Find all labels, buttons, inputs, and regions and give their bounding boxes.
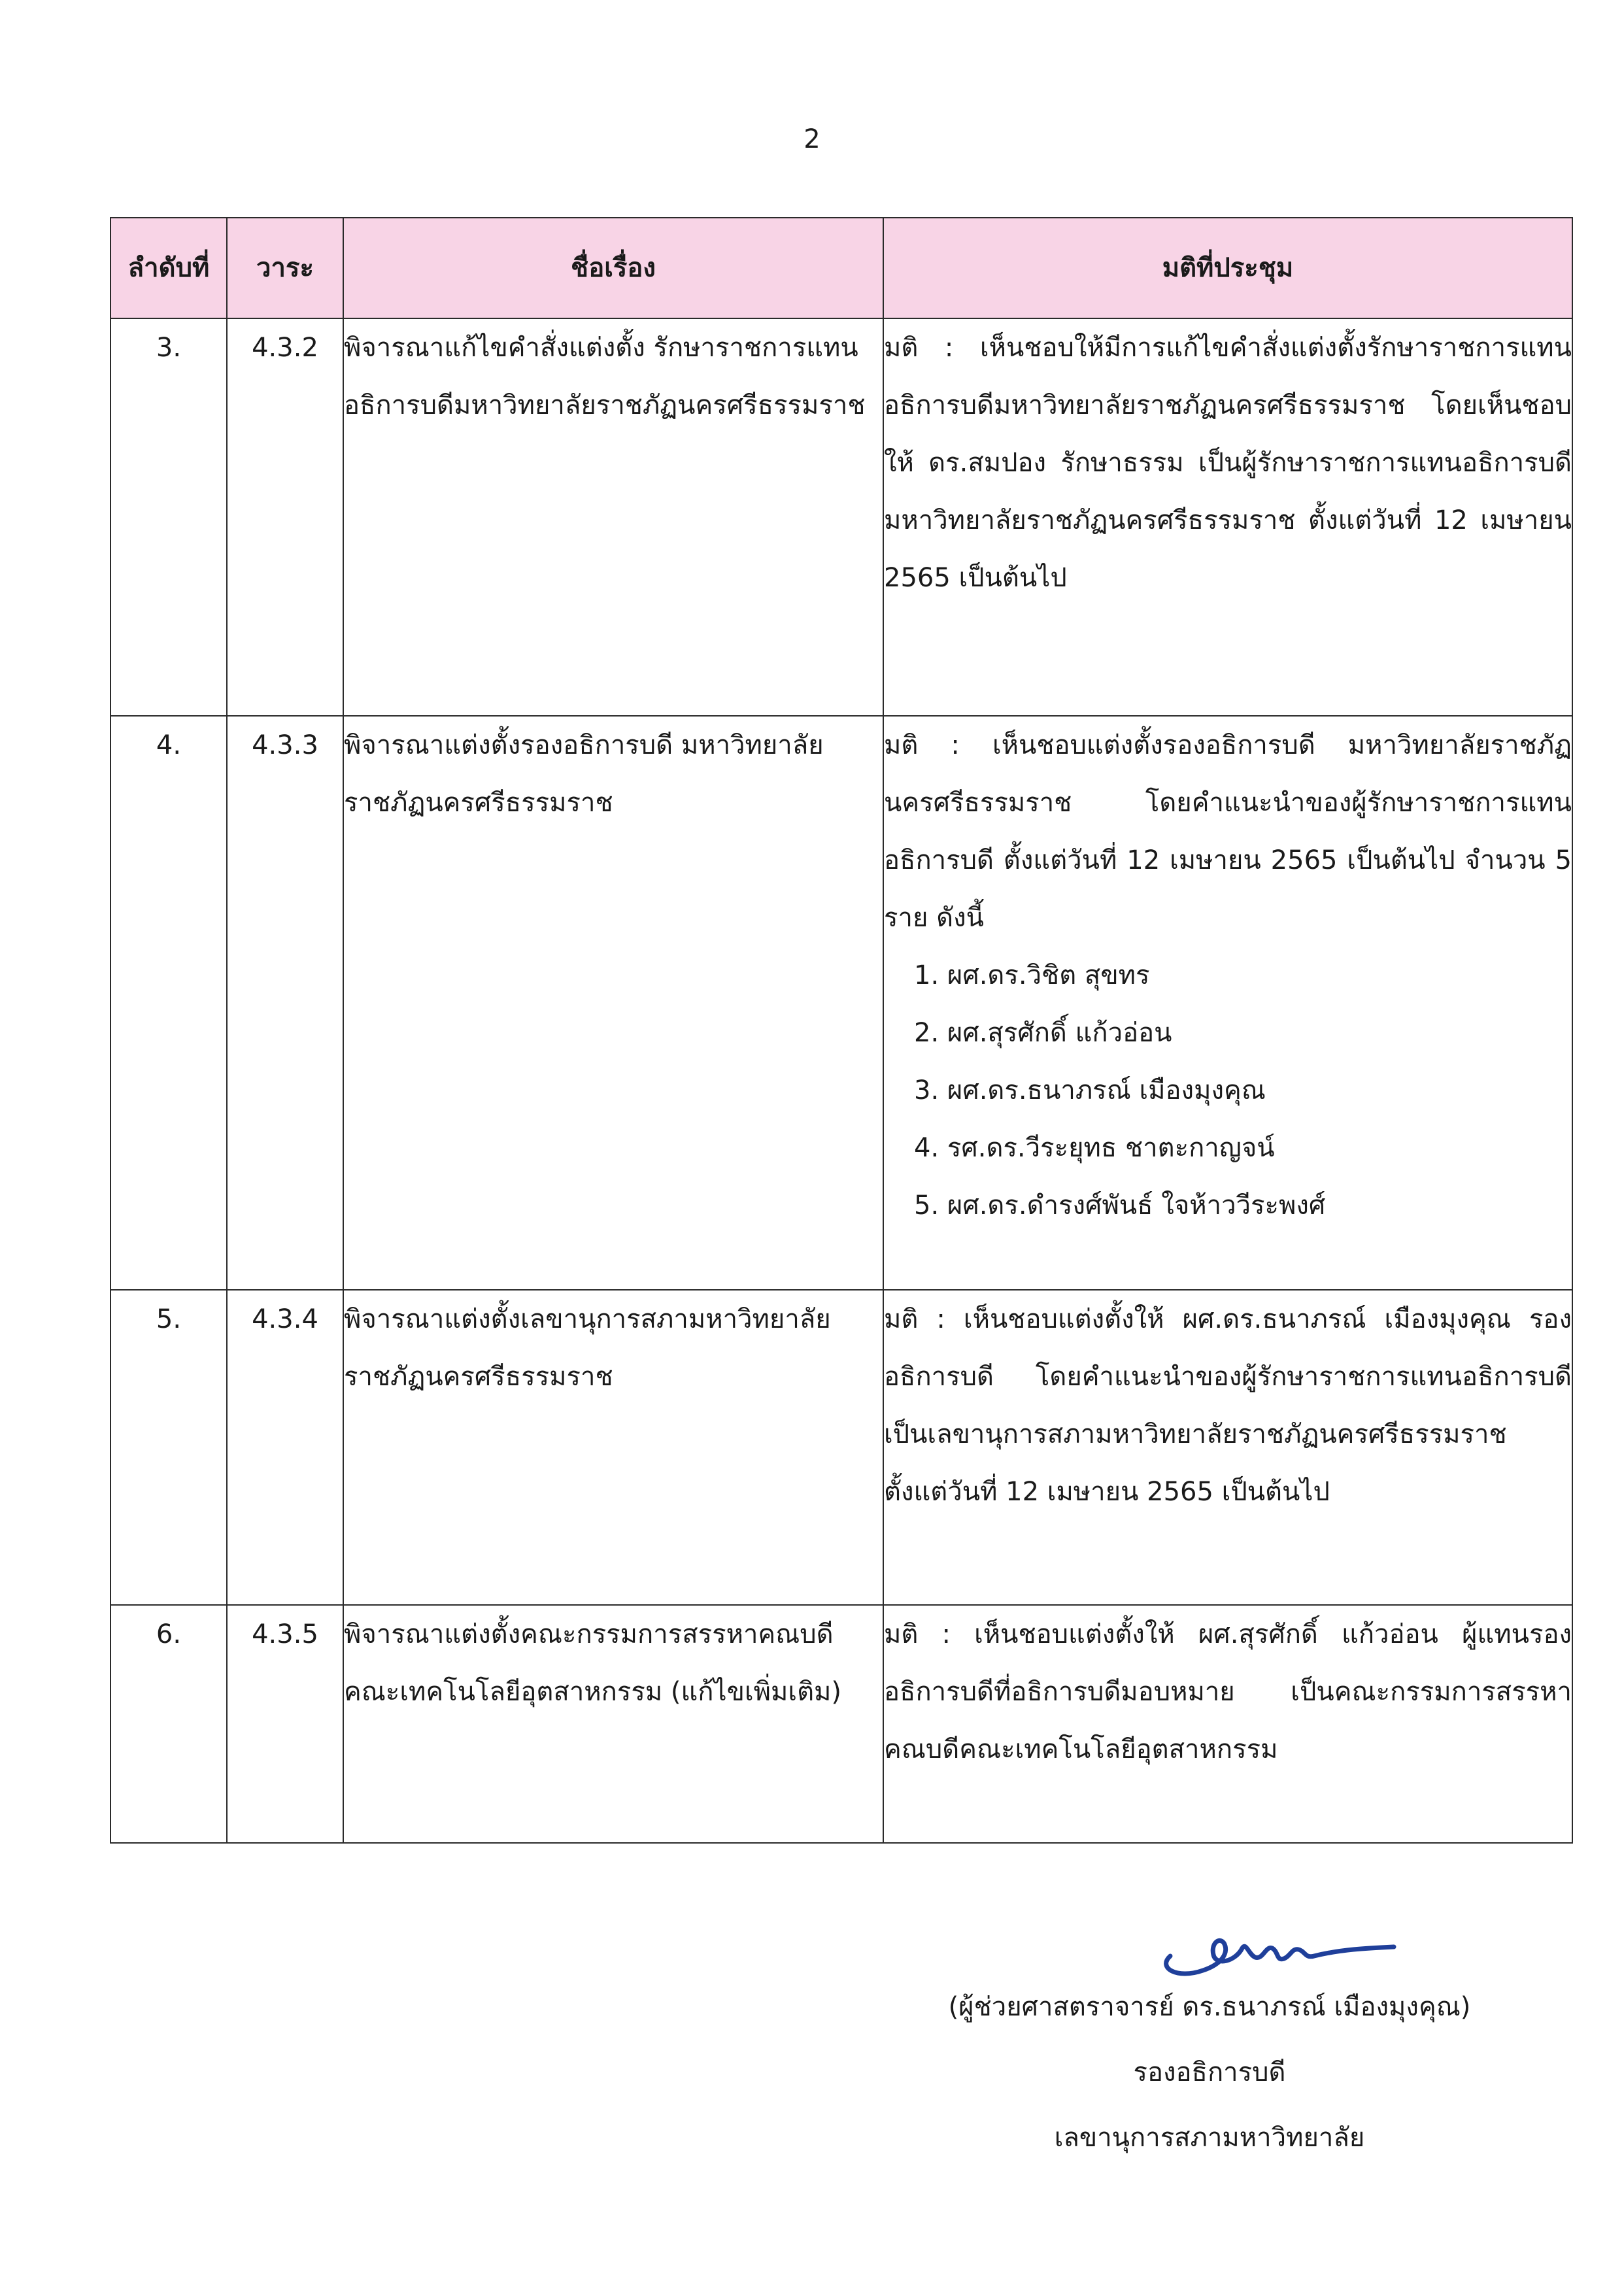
appointee-item: 2. ผศ.สุรศักดิ์ แก้วอ่อน bbox=[914, 1018, 1172, 1048]
row-no: 6. bbox=[110, 1605, 227, 1843]
signatory-position: เลขานุการสภามหาวิทยาลัย bbox=[1054, 2123, 1365, 2153]
row-subject: พิจารณาแต่งตั้งคณะกรรมการสรรหาคณบดีคณะเทคโนโลยีอุตสาหกรรม (แก้ไขเพิ่มเติม) bbox=[343, 1605, 883, 1843]
header-agenda: วาระ bbox=[227, 218, 343, 318]
signature-stroke bbox=[1166, 1940, 1394, 1974]
page-number: 2 bbox=[804, 124, 820, 154]
row-resolution bbox=[883, 1290, 1572, 1605]
row-no: 4. bbox=[110, 716, 227, 1290]
table-row bbox=[110, 1290, 1572, 1605]
header-no: ลำดับที่ bbox=[110, 218, 227, 318]
row-agenda: 4.3.5 bbox=[227, 1605, 343, 1843]
row-resolution bbox=[883, 716, 1572, 1290]
minutes-table bbox=[110, 217, 1573, 1844]
row-agenda: 4.3.2 bbox=[227, 318, 343, 716]
resolution-text: มติ : เห็นชอบแต่งตั้งรองอธิการบดี มหาวิทยาลัยราชภัฏนครศรีธรรมราช โดยคำแนะนำของผู้รักษาราชการแทนอธิการบดี ตั้งแต่วันที่ 12 เมษายน 2565 เป็นต้นไป จำนวน 5 ราย ดังนี้ bbox=[884, 730, 1572, 933]
row-subject: พิจารณาแต่งตั้งรองอธิการบดี มหาวิทยาลัยราชภัฏนครศรีธรรมราช bbox=[343, 716, 883, 1290]
table-row bbox=[110, 1605, 1572, 1843]
header-resolution: มติที่ประชุม bbox=[883, 218, 1572, 318]
row-resolution bbox=[883, 318, 1572, 716]
table-row bbox=[110, 318, 1572, 716]
row-agenda: 4.3.3 bbox=[227, 716, 343, 1290]
table-header-row bbox=[110, 218, 1572, 318]
signatory-name: (ผู้ช่วยศาสตราจารย์ ดร.ธนาภรณ์ เมืองมุงคุณ) bbox=[948, 1992, 1471, 2022]
resolution-text: มติ : เห็นชอบให้มีการแก้ไขคำสั่งแต่งตั้งรักษาราชการแทนอธิการบดีมหาวิทยาลัยราชภัฏนครศรีธรรมราช โดยเห็นชอบให้ ดร.สมปอง รักษาธรรม เป็นผู้รักษาราชการแทนอธิการบดีมหาวิทยาลัยราชภัฏนครศรีธรรมราช ตั้งแต่วันที่ 12 เมษายน 2565 เป็นต้นไป bbox=[884, 333, 1572, 593]
row-subject: พิจารณาแต่งตั้งเลขานุการสภามหาวิทยาลัยราชภัฏนครศรีธรรมราช bbox=[343, 1290, 883, 1605]
resolution-text: มติ : เห็นชอบแต่งตั้งให้ ผศ.สุรศักดิ์ แก้วอ่อน ผู้แทนรองอธิการบดีที่อธิการบดีมอบหมาย เป็นคณะกรรมการสรรหาคณบดีคณะเทคโนโลยีอุตสาหกรรม bbox=[884, 1619, 1572, 1764]
appointee-item: 1. ผศ.ดร.วิชิต สุขทร bbox=[914, 960, 1150, 990]
table-row bbox=[110, 716, 1572, 1290]
appointee-item: 5. ผศ.ดร.ดำรงศ์พันธ์ ใจห้าววีระพงศ์ bbox=[914, 1190, 1326, 1221]
resolution-text: มติ : เห็นชอบแต่งตั้งให้ ผศ.ดร.ธนาภรณ์ เมืองมุงคุณ รองอธิการบดี โดยคำแนะนำของผู้รักษาราชการแทนอธิการบดี เป็นเลขานุการสภามหาวิทยาลัยราชภัฏนครศรีธรรมราช ตั้งแต่วันที่ 12 เมษายน 2565 เป็นต้นไป bbox=[884, 1304, 1572, 1507]
header-subject: ชื่อเรื่อง bbox=[343, 218, 883, 318]
signatory-title: รองอธิการบดี bbox=[1133, 2057, 1286, 2087]
row-no: 3. bbox=[110, 318, 227, 716]
row-agenda: 4.3.4 bbox=[227, 1290, 343, 1605]
appointee-item: 4. รศ.ดร.วีระยุทธ ชาตะกาญจน์ bbox=[914, 1133, 1275, 1163]
row-resolution bbox=[883, 1605, 1572, 1843]
appointee-item: 3. ผศ.ดร.ธนาภรณ์ เมืองมุงคุณ bbox=[914, 1075, 1266, 1105]
row-subject: พิจารณาแก้ไขคำสั่งแต่งตั้ง รักษาราชการแทนอธิการบดีมหาวิทยาลัยราชภัฏนครศรีธรรมราช bbox=[343, 318, 883, 716]
row-no: 5. bbox=[110, 1290, 227, 1605]
